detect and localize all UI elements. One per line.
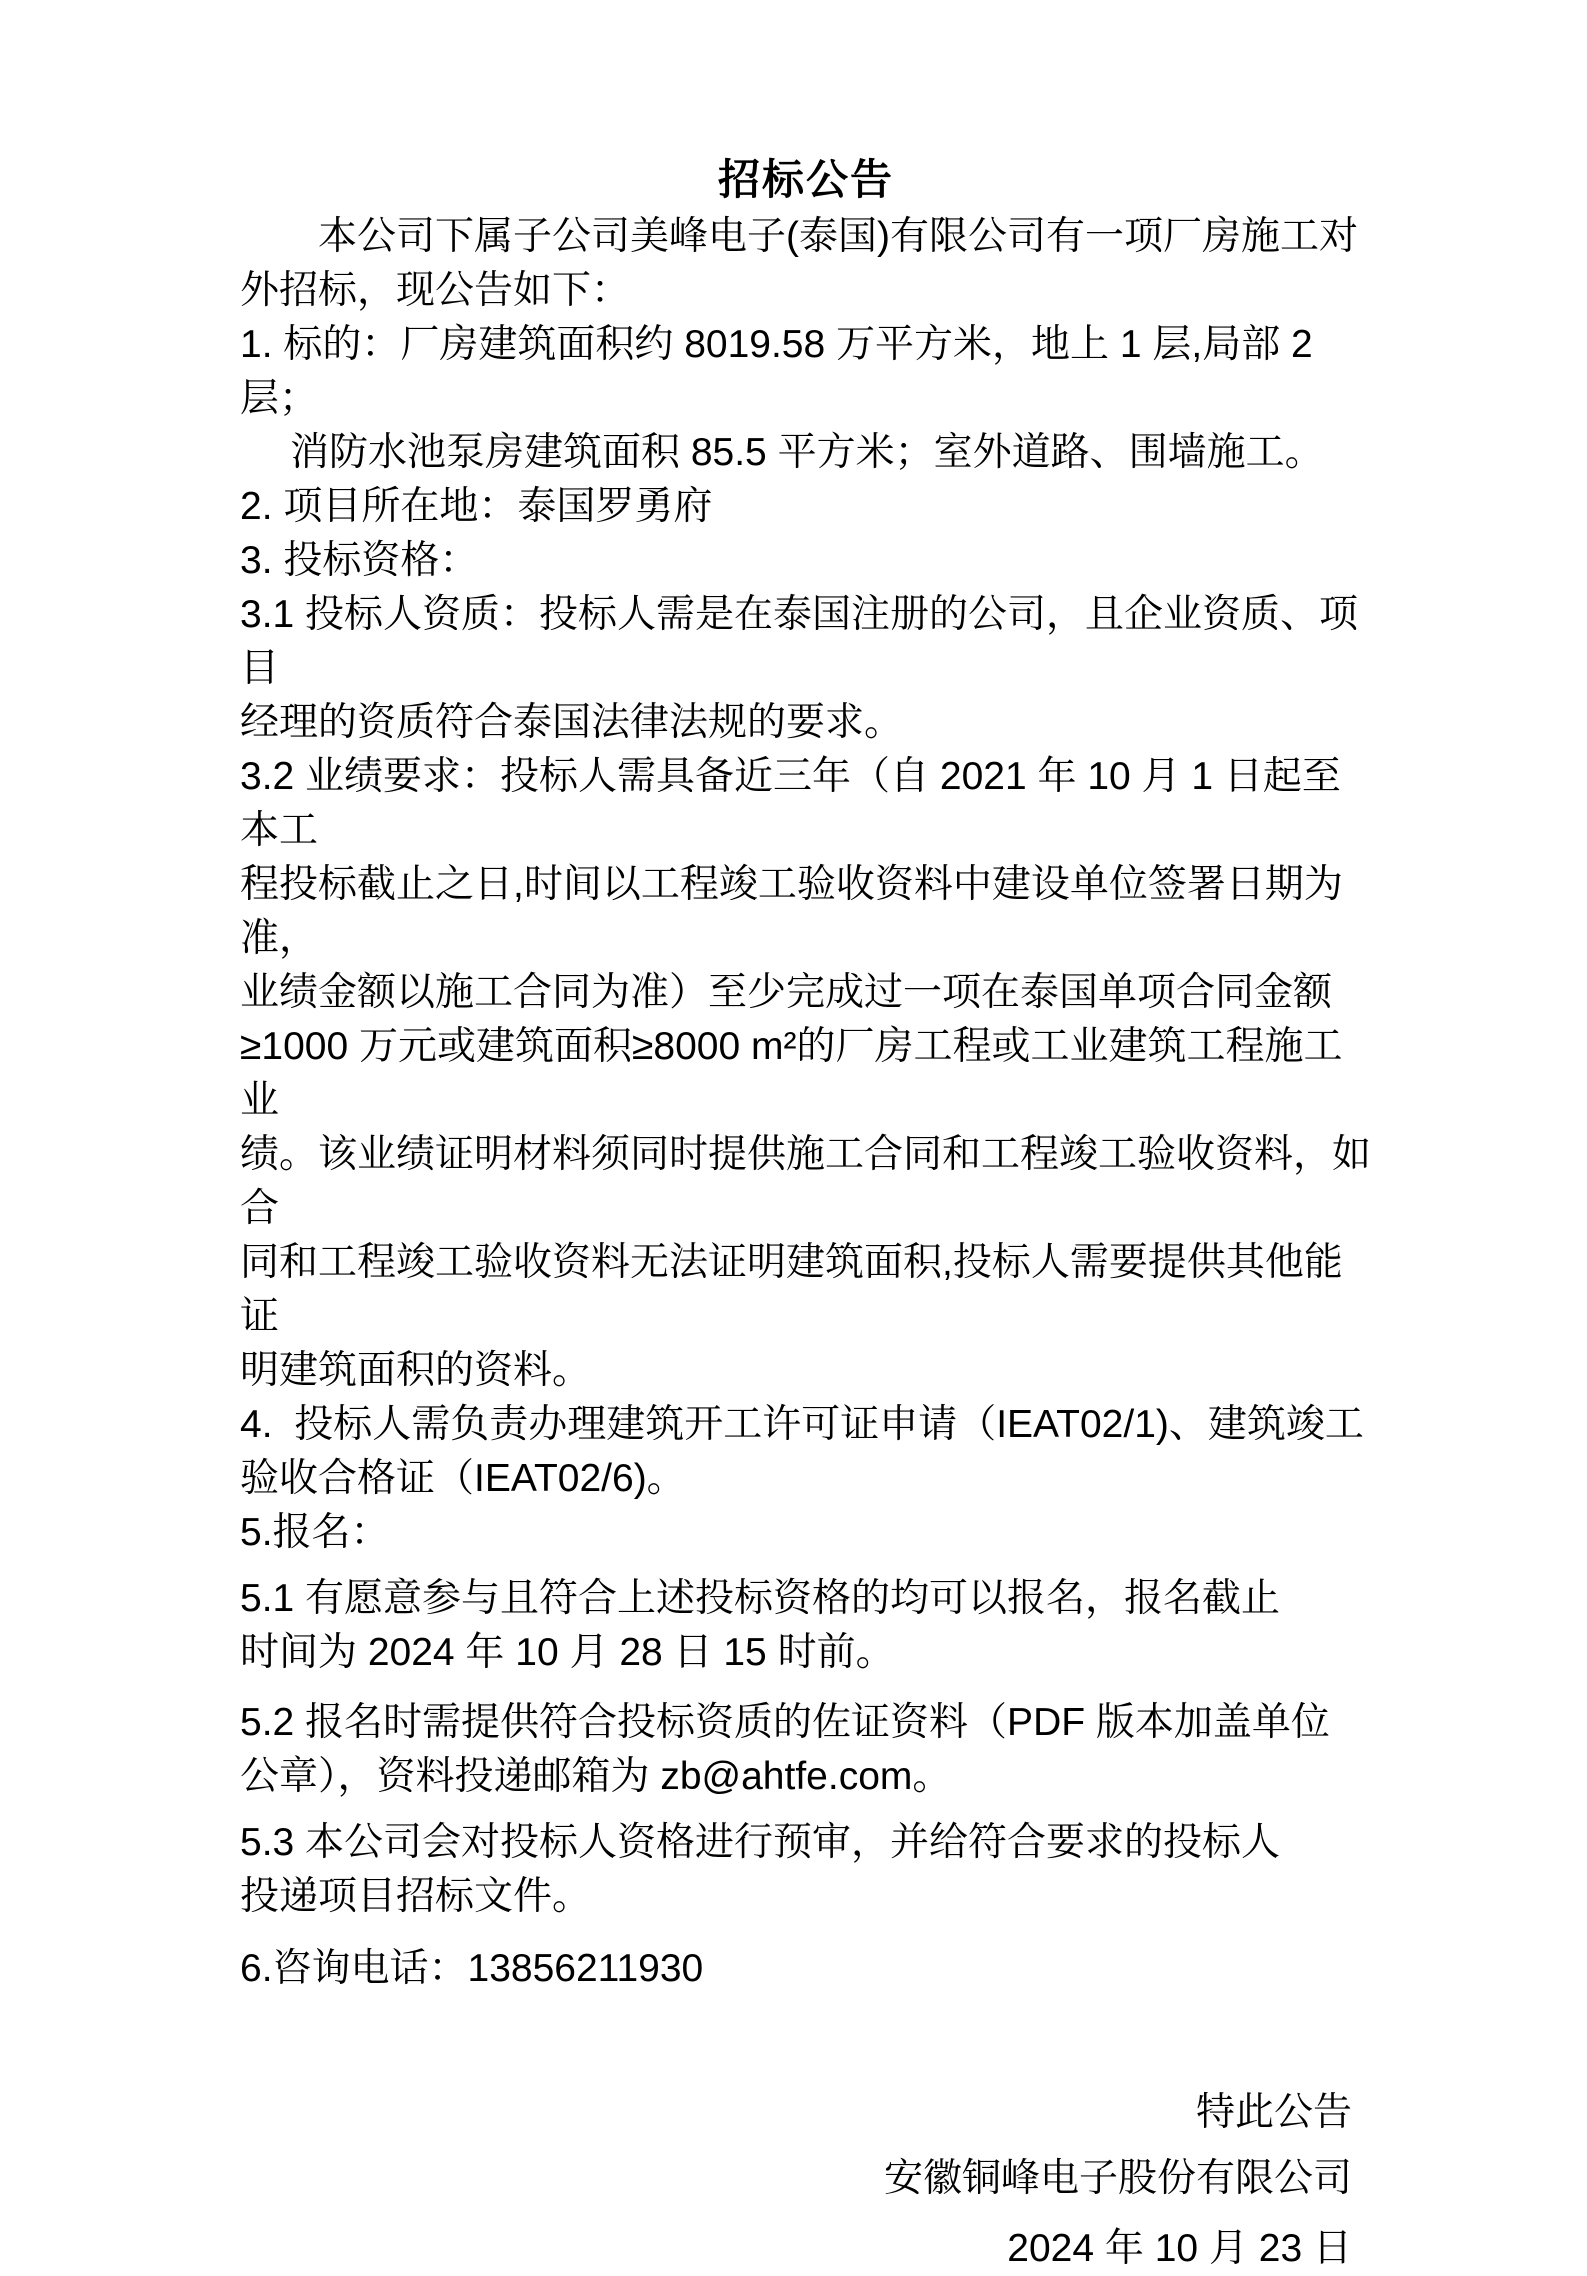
item-5-1-line-2: 时间为 2024 年 10 月 28 日 15 时前。 [240,1631,895,1674]
item-3-2-line-6: 同和工程竣工验收资料无法证明建筑面积,投标人需要提供其他能证 [240,1241,1343,1338]
item-3-2-line-3: 业绩金额以施工合同为准）至少完成过一项在泰国单项合同金额 [240,971,1333,1014]
item-4-line-1: 4. 投标人需负责办理建筑开工许可证申请（IEAT02/1)、建筑竣工 [240,1403,1364,1446]
item-3-2-line-2: 程投标截止之日,时间以工程竣工验收资料中建设单位签署日期为准， [240,863,1343,960]
item-1-line-1: 1. 标的：厂房建筑面积约 8019.58 万平方米，地上 1 层,局部 2 层； [240,323,1324,420]
intro-line-2: 外招标，现公告如下： [240,269,631,312]
item-3-2-line-1: 3.2 业绩要求：投标人需具备近三年（自 2021 年 10 月 1 日起至本工 [240,755,1341,852]
item-3-2-line-4: ≥1000 万元或建筑面积≥8000 m²的厂房工程或工业建筑工程施工业 [240,1025,1343,1122]
item-5-2-line-1: 5.2 报名时需提供符合投标资质的佐证资料（PDF 版本加盖单位 [240,1701,1330,1744]
page-title: 招标公告 [717,156,894,203]
item-3-2-line-5: 绩。该业绩证明材料须同时提供施工合同和工程竣工验收资料，如合 [240,1133,1372,1230]
closing-statement: 特此公告 [1195,2091,1352,2134]
item-1-line-2: 消防水池泵房建筑面积 85.5 平方米；室外道路、围墙施工。 [290,431,1324,474]
item-4-line-2: 验收合格证（IEAT02/6)。 [240,1457,686,1500]
item-5-3-line-2: 投递项目招标文件。 [240,1875,592,1918]
item-3-1-line-1: 3.1 投标人资质：投标人需是在泰国注册的公司，且企业资质、项目 [240,593,1359,690]
item-3-2-line-7: 明建筑面积的资料。 [240,1349,592,1392]
item-2-line-1: 2. 项目所在地：泰国罗勇府 [240,485,713,528]
item-5-1-line-1: 5.1 有愿意参与且符合上述投标资格的均可以报名，报名截止 [240,1577,1281,1620]
closing-company-name: 安徽铜峰电子股份有限公司 [883,2157,1352,2200]
item-5-2-line-2: 公章），资料投递邮箱为 zb@ahtfe.com。 [240,1755,952,1798]
item-3-line-1: 3. 投标资格： [240,539,479,582]
intro-line-1: 本公司下属子公司美峰电子(泰国)有限公司有一项厂房施工对 [318,215,1358,258]
item-3-1-line-2: 经理的资质符合泰国法律法规的要求。 [240,701,904,744]
closing-date: 2024 年 10 月 23 日 [1007,2227,1352,2270]
item-6-line-1: 6.咨询电话：13856211930 [240,1947,704,1990]
item-5-3-line-1: 5.3 本公司会对投标人资格进行预审，并给符合要求的投标人 [240,1821,1281,1864]
item-5-line-1: 5.报名： [240,1511,390,1554]
